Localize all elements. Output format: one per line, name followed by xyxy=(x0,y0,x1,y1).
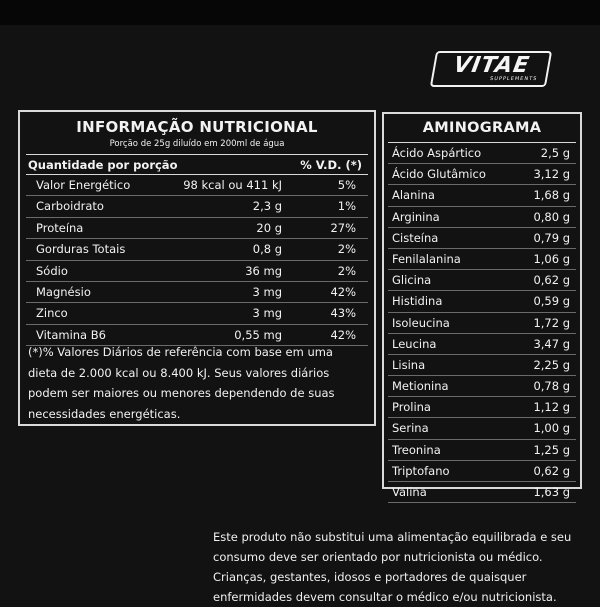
nutrient-amount: 2,3 g xyxy=(252,199,282,214)
amino-value: 0,59 g xyxy=(533,294,570,309)
amino-name: Histidina xyxy=(392,294,443,309)
amino-value: 1,06 g xyxy=(533,251,570,266)
amino-value: 1,12 g xyxy=(533,400,570,415)
footnote-line: dieta de 2.000 kcal ou 8.400 kJ. Seus valores diários xyxy=(28,365,330,380)
amino-name: Ácido Glutâmico xyxy=(392,167,486,182)
amino-value: 0,62 g xyxy=(533,273,570,288)
nutrient-vd: 43% xyxy=(330,306,356,321)
table-row xyxy=(388,228,576,249)
table-row xyxy=(388,143,576,164)
disclaimer-line: Crianças, gestantes, idosos e portadores de quaisquer xyxy=(213,570,527,584)
table-row xyxy=(388,164,576,185)
amino-value: 1,00 g xyxy=(533,421,570,436)
table-row xyxy=(388,207,576,228)
amino-name: Treonina xyxy=(392,442,441,457)
table-row xyxy=(388,270,576,291)
vitae-logo xyxy=(430,51,552,87)
footnote-line: necessidades energéticas. xyxy=(28,406,181,421)
aminogram-table xyxy=(382,112,582,499)
amino-value: 0,80 g xyxy=(533,209,570,224)
nutrient-amount: 0,8 g xyxy=(252,242,282,257)
nutrient-vd: 27% xyxy=(330,220,356,235)
table-row xyxy=(26,261,368,282)
nutrient-name: Zinco xyxy=(36,306,68,321)
table-row xyxy=(388,334,576,355)
nutrition-serving: Porção de 25g diluído em 200ml de água xyxy=(109,139,285,149)
amino-name: Triptofano xyxy=(392,463,450,478)
nutrient-vd: 5% xyxy=(337,178,356,192)
nutrient-amount: 98 kcal ou 411 kJ xyxy=(183,178,282,192)
amino-value: 1,63 g xyxy=(533,485,570,499)
logo-wordmark: VITAE xyxy=(451,53,532,78)
footnote-line: (*)% Valores Diários de referência com base em uma xyxy=(28,345,333,359)
table-row xyxy=(388,291,576,312)
table-row xyxy=(388,440,576,461)
nutrition-title: INFORMAÇÃO NUTRICIONAL xyxy=(76,118,318,136)
table-row xyxy=(388,313,576,334)
amino-name: Glicina xyxy=(392,273,432,288)
nutrient-vd: 2% xyxy=(337,242,356,257)
amino-name: Cisteína xyxy=(392,230,439,245)
table-row xyxy=(388,482,576,503)
header-quantity: Quantidade por porção xyxy=(28,158,178,172)
nutrient-amount: 3 mg xyxy=(252,284,282,299)
amino-value: 2,25 g xyxy=(533,357,570,372)
amino-name: Leucina xyxy=(392,336,437,351)
nutrient-name: Sódio xyxy=(36,263,68,278)
table-row xyxy=(26,196,368,217)
nutrient-amount: 3 mg xyxy=(252,306,282,321)
logo-tagline: SUPPLEMENTS xyxy=(489,76,538,82)
nutrient-amount: 0,55 mg xyxy=(234,327,282,342)
table-row xyxy=(26,175,368,196)
amino-value: 1,25 g xyxy=(533,442,570,457)
amino-name: Metionina xyxy=(392,379,449,394)
nutrient-vd: 1% xyxy=(337,199,356,214)
amino-name: Fenilalanina xyxy=(392,251,461,266)
amino-value: 1,68 g xyxy=(533,188,570,203)
table-row xyxy=(388,185,576,206)
nutrition-table xyxy=(18,110,376,426)
disclaimer-line: enfermidades devem consultar o médico e/ou nutricionista. xyxy=(213,590,557,604)
amino-value: 1,72 g xyxy=(533,315,570,330)
amino-name: Prolina xyxy=(392,400,431,415)
nutrition-header xyxy=(28,156,366,174)
nutrient-name: Carboidrato xyxy=(36,199,104,214)
disclaimer xyxy=(213,527,598,607)
table-row xyxy=(388,418,576,439)
nutrient-vd: 42% xyxy=(330,327,356,342)
amino-value: 2,5 g xyxy=(540,146,570,160)
table-row xyxy=(388,249,576,270)
table-row xyxy=(388,397,576,418)
footnote-line: podem ser maiores ou menores dependendo de suas xyxy=(28,386,335,400)
disclaimer-line: Este produto não substitui uma alimentação equilibrada e seu xyxy=(213,530,572,544)
table-row xyxy=(388,355,576,376)
nutrient-vd: 42% xyxy=(330,284,356,299)
nutrient-name: Valor Energético xyxy=(36,178,131,192)
amino-value: 0,62 g xyxy=(533,463,570,478)
nutrient-name: Proteína xyxy=(36,220,84,235)
amino-value: 0,79 g xyxy=(533,230,570,245)
amino-name: Lisina xyxy=(392,357,426,372)
disclaimer-line: consumo deve ser orientado por nutricionista ou médico. xyxy=(213,550,543,564)
nutrition-footnote xyxy=(28,342,366,424)
aminogram-title: AMINOGRAMA xyxy=(422,120,542,136)
table-row xyxy=(26,239,368,260)
nutrient-amount: 36 mg xyxy=(245,263,282,278)
nutrient-name: Gorduras Totais xyxy=(36,242,126,257)
nutrient-name: Vitamina B6 xyxy=(36,327,106,342)
header-vd: % V.D. (*) xyxy=(300,158,362,172)
table-row xyxy=(26,303,368,324)
table-row xyxy=(26,282,368,303)
nutrition-rows xyxy=(26,175,368,346)
amino-name: Serina xyxy=(392,421,429,436)
aminogram-rows xyxy=(388,143,576,503)
nutrient-name: Magnésio xyxy=(36,284,91,299)
amino-name: Isoleucina xyxy=(392,315,450,330)
amino-value: 3,47 g xyxy=(533,336,570,351)
divider xyxy=(26,154,368,155)
table-row xyxy=(388,461,576,482)
table-row xyxy=(388,376,576,397)
table-row xyxy=(26,218,368,239)
amino-name: Arginina xyxy=(392,209,440,224)
amino-name: Ácido Aspártico xyxy=(392,146,482,160)
amino-value: 0,78 g xyxy=(533,379,570,394)
nutrient-vd: 2% xyxy=(337,263,356,278)
amino-value: 3,12 g xyxy=(533,167,570,182)
nutrient-amount: 20 g xyxy=(256,220,282,235)
amino-name: Valina xyxy=(392,485,427,499)
top-bar xyxy=(0,0,600,25)
amino-name: Alanina xyxy=(392,188,435,203)
